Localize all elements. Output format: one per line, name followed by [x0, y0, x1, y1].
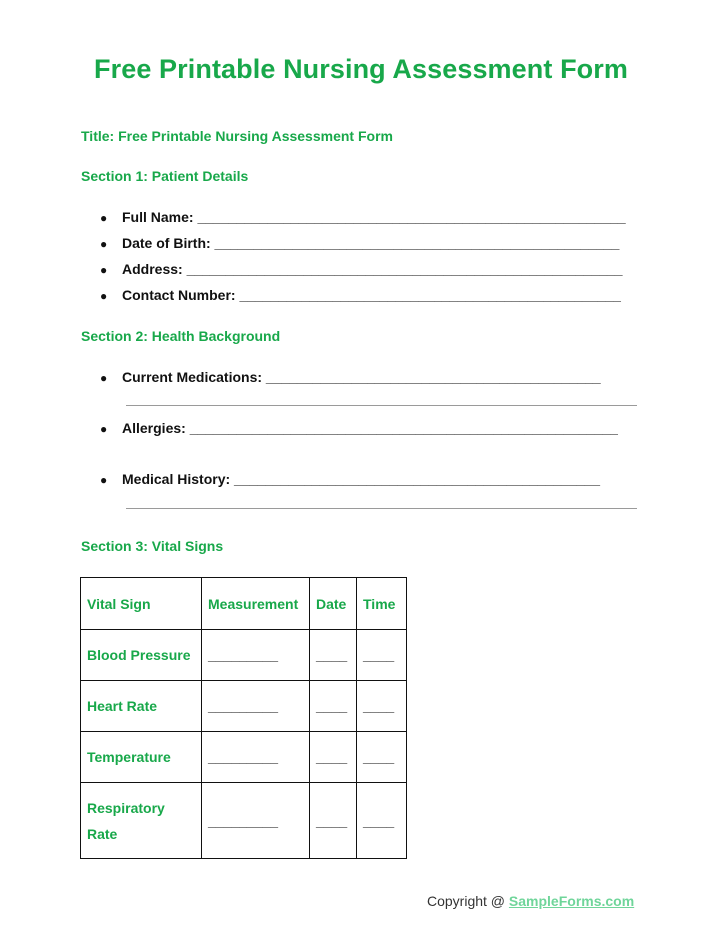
measurement-blank[interactable]: _________: [202, 630, 310, 681]
row-label-respiratory-rate: Respiratory Rate: [81, 783, 202, 859]
copyright-footer: [427, 893, 634, 909]
row-label-heart-rate: Heart Rate: [81, 681, 202, 732]
table-header-row: [81, 578, 407, 630]
contact-number-label: Contact Number: _________________________________________________: [122, 287, 621, 303]
measurement-blank[interactable]: _________: [202, 783, 310, 859]
page-title: Free Printable Nursing Assessment Form: [94, 54, 628, 84]
section-1-heading: Section 1: Patient Details: [81, 168, 249, 184]
full-name-field[interactable]: [100, 209, 626, 225]
section-2-heading: Section 2: Health Background: [81, 328, 281, 344]
date-blank[interactable]: ____: [310, 732, 357, 783]
bullet-icon: ●: [100, 237, 108, 251]
medical-history-field[interactable]: [100, 471, 600, 487]
allergies-field[interactable]: [100, 420, 618, 436]
bullet-icon: ●: [100, 263, 108, 277]
table-row: [81, 630, 407, 681]
date-blank[interactable]: ____: [310, 681, 357, 732]
time-blank[interactable]: ____: [357, 630, 407, 681]
current-medications-label: Current Medications: ___________________________________________: [122, 369, 601, 385]
table-row: [81, 732, 407, 783]
current-medications-field[interactable]: [100, 369, 601, 385]
contact-number-field[interactable]: [100, 287, 621, 303]
time-blank[interactable]: ____: [357, 681, 407, 732]
header-time: Time: [357, 578, 407, 630]
header-measurement: Measurement: [202, 578, 310, 630]
vital-signs-table: [80, 577, 407, 859]
copyright-prefix: Copyright @: [427, 893, 509, 909]
medications-continuation-line: [126, 405, 637, 406]
document-title-line: Title: Free Printable Nursing Assessment Form: [81, 128, 393, 144]
measurement-blank[interactable]: _________: [202, 732, 310, 783]
allergies-label: Allergies: _______________________________________________________: [122, 420, 618, 436]
bullet-icon: ●: [100, 211, 108, 225]
medical-history-label: Medical History: _______________________________________________: [122, 471, 600, 487]
date-blank[interactable]: ____: [310, 783, 357, 859]
medical-history-continuation-line: [126, 508, 637, 509]
address-field[interactable]: [100, 261, 623, 277]
bullet-icon: ●: [100, 473, 108, 487]
row-label-temperature: Temperature: [81, 732, 202, 783]
address-label: Address: ________________________________________________________: [122, 261, 623, 277]
sampleforms-link[interactable]: SampleForms.com: [508, 893, 635, 909]
date-of-birth-label: Date of Birth: ____________________________________________________: [122, 235, 620, 251]
time-blank[interactable]: ____: [357, 732, 407, 783]
bullet-icon: ●: [100, 289, 108, 303]
measurement-blank[interactable]: _________: [202, 681, 310, 732]
full-name-label: Full Name: _______________________________________________________: [122, 209, 626, 225]
bullet-icon: ●: [100, 371, 108, 385]
header-vital-sign: Vital Sign: [81, 578, 202, 630]
table-row: [81, 681, 407, 732]
bullet-icon: ●: [100, 422, 108, 436]
time-blank[interactable]: ____: [357, 783, 407, 859]
section-3-heading: Section 3: Vital Signs: [81, 538, 224, 554]
row-label-blood-pressure: Blood Pressure: [81, 630, 202, 681]
date-of-birth-field[interactable]: [100, 235, 619, 251]
header-date: Date: [310, 578, 357, 630]
date-blank[interactable]: ____: [310, 630, 357, 681]
table-row: [81, 783, 407, 859]
